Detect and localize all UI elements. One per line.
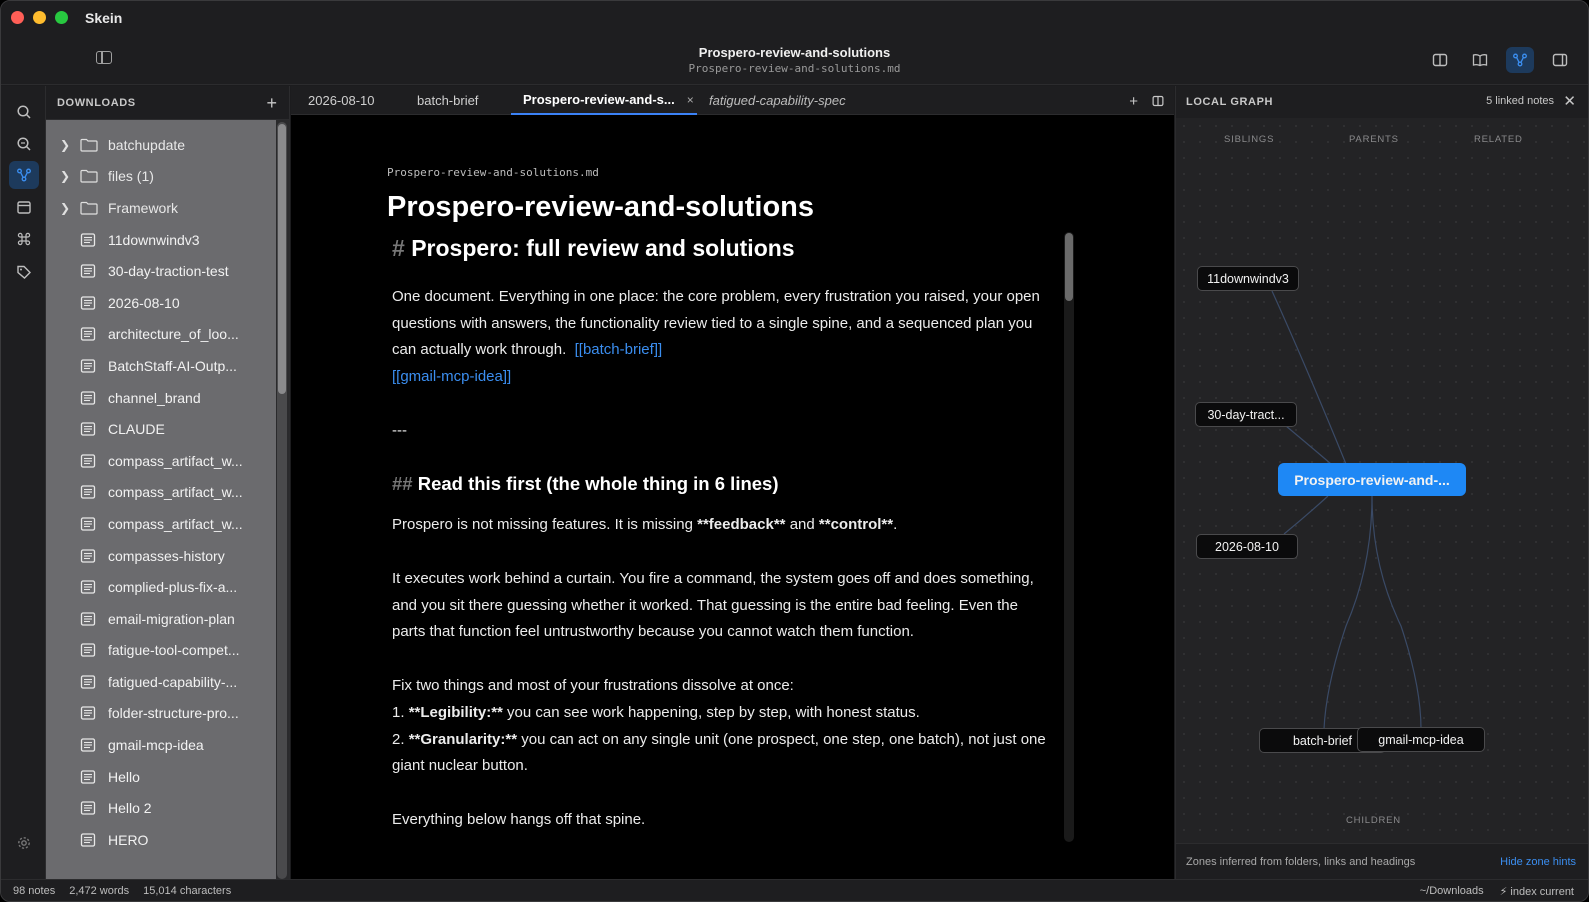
heading-1-text: Prospero: full review and solutions xyxy=(411,235,795,261)
hide-zone-hints-link[interactable]: Hide zone hints xyxy=(1500,855,1576,868)
file-sidebar xyxy=(46,86,290,879)
status-word-count: 2,472 words xyxy=(69,885,130,897)
editor-pane[interactable] xyxy=(291,115,1174,879)
gear-icon xyxy=(16,835,32,851)
new-note-button[interactable]: + xyxy=(266,92,277,113)
window-controls xyxy=(11,11,68,24)
editor-scrollbar-thumb[interactable] xyxy=(1065,233,1073,301)
note-icon xyxy=(80,327,96,341)
file-label: complied-plus-fix-a... xyxy=(108,579,238,596)
chevron-right-icon[interactable]: ❯ xyxy=(59,200,71,215)
status-char-count: 15,014 characters xyxy=(143,885,232,897)
file-row[interactable] xyxy=(46,382,276,414)
graph-icon xyxy=(16,167,32,183)
file-label: fatigued-capability-... xyxy=(108,673,238,690)
tag-icon xyxy=(16,264,32,280)
tab-label: 2026-08-10 xyxy=(308,93,375,108)
graph-edge xyxy=(1284,496,1328,534)
zone-hint-text: Zones inferred from folders, links and headings xyxy=(1186,855,1416,868)
editor-title[interactable]: Prospero-review-and-solutions xyxy=(387,191,815,223)
zone-parents: PARENTS xyxy=(1349,134,1399,145)
note-icon xyxy=(80,675,96,689)
file-label: CLAUDE xyxy=(108,421,165,438)
graph-edge xyxy=(1286,426,1331,464)
folder-icon xyxy=(80,169,98,183)
book-icon xyxy=(1472,52,1488,68)
file-row[interactable] xyxy=(46,540,276,572)
title-bar xyxy=(1,1,1588,85)
file-label: HERO xyxy=(108,831,149,848)
sidebar-title: DOWNLOADS xyxy=(57,96,136,109)
file-label: 2026-08-10 xyxy=(108,294,180,311)
zoom-window-button[interactable] xyxy=(55,11,68,24)
graph-edge xyxy=(1372,496,1421,729)
tab-label: fatigued-capability-spec xyxy=(709,93,846,108)
note-icon xyxy=(80,233,96,247)
file-label: fatigue-tool-compet... xyxy=(108,642,240,659)
editor-scrollbar-track[interactable] xyxy=(1064,232,1074,842)
graph-footer xyxy=(1176,843,1589,879)
note-icon xyxy=(80,264,96,278)
tab-label: batch-brief xyxy=(417,93,479,108)
wikilink-batch-brief[interactable]: [[batch-brief]] xyxy=(574,341,663,359)
bold-text: **Granularity:** xyxy=(408,730,518,748)
status-bar xyxy=(1,879,1588,902)
note-icon xyxy=(80,485,96,499)
command-palette-button[interactable] xyxy=(9,225,39,253)
split-pane-button[interactable] xyxy=(1152,93,1164,111)
list-number: 1. xyxy=(392,703,405,721)
note-icon xyxy=(80,517,96,531)
tab-prospero-review[interactable] xyxy=(511,86,697,115)
bold-text: **feedback** xyxy=(697,516,786,534)
paragraph-text: Prospero is not missing features. It is missing xyxy=(392,516,693,534)
graph-node-11downwindv3[interactable]: 11downwindv3 xyxy=(1197,266,1299,291)
window-doc-filename: Prospero-review-and-solutions.md xyxy=(688,62,901,75)
split-pane-icon xyxy=(1152,95,1164,107)
command-icon xyxy=(16,231,32,247)
toolbar-right xyxy=(1426,47,1574,73)
search-icon xyxy=(16,104,32,120)
note-icon xyxy=(80,391,96,405)
paragraph: Everything below hangs off that spine. xyxy=(392,810,646,828)
graph-title: LOCAL GRAPH xyxy=(1186,96,1274,108)
file-row[interactable] xyxy=(46,635,276,667)
sidebar-scrollbar-thumb[interactable] xyxy=(278,124,286,394)
icon-rail xyxy=(1,86,46,879)
paragraph xyxy=(392,512,1052,539)
tab-actions xyxy=(1129,93,1164,111)
heading-mark: ## xyxy=(392,473,413,495)
note-icon xyxy=(80,549,96,563)
file-label: channel_brand xyxy=(108,389,201,406)
graph-view-button[interactable] xyxy=(1506,47,1534,73)
folder-label: batchupdate xyxy=(108,136,186,153)
bold-text: **Legibility:** xyxy=(408,703,503,721)
file-label: architecture_of_loo... xyxy=(108,326,239,343)
file-row[interactable] xyxy=(46,603,276,635)
file-label: email-migration-plan xyxy=(108,610,235,627)
app-name: Skein xyxy=(85,10,123,26)
paragraph-text: One document. Everything in one place: the core problem, every frustration you raised, your open questions with answers, the functionality review tied to a single spine, and a sequenced plan you can actually work through. xyxy=(392,287,1040,359)
graph-icon xyxy=(1512,52,1528,68)
note-icon xyxy=(80,801,96,815)
file-row[interactable] xyxy=(46,319,276,351)
local-graph-panel xyxy=(1175,86,1589,879)
note-icon xyxy=(80,738,96,752)
file-row[interactable] xyxy=(46,224,276,256)
calendar-button[interactable] xyxy=(9,193,39,221)
minimize-window-button[interactable] xyxy=(33,11,46,24)
status-notes-count: 98 notes xyxy=(13,885,56,897)
file-row[interactable] xyxy=(46,792,276,824)
folder-label: files (1) xyxy=(108,168,154,185)
file-row[interactable] xyxy=(46,761,276,793)
chevron-right-icon[interactable]: ❯ xyxy=(59,169,71,184)
status-index: ⚡ index current xyxy=(1499,886,1574,898)
file-label: BatchStaff-AI-Outp... xyxy=(108,357,237,374)
tab-batch-brief[interactable] xyxy=(417,86,478,115)
file-label: compasses-history xyxy=(108,547,225,564)
graph-node-2026-08-10[interactable]: 2026-08-10 xyxy=(1196,534,1298,559)
editor-content[interactable] xyxy=(392,235,1052,847)
file-label: 11downwindv3 xyxy=(108,231,200,248)
folder-row[interactable] xyxy=(46,161,276,193)
file-row[interactable] xyxy=(46,255,276,287)
note-icon xyxy=(80,454,96,468)
graph-node-batch-brief[interactable]: batch-brief xyxy=(1259,728,1386,753)
graph-node-gmail-mcp-idea[interactable]: gmail-mcp-idea xyxy=(1357,727,1485,752)
heading-2-text: Read this first (the whole thing in 6 lines) xyxy=(417,473,779,495)
file-row[interactable] xyxy=(46,571,276,603)
file-label: Hello xyxy=(108,768,140,785)
zone-siblings: SIBLINGS xyxy=(1224,134,1275,145)
window-doc-title: Prospero-review-and-solutions xyxy=(698,45,891,60)
tab-fatigued-capability-spec[interactable] xyxy=(709,86,846,115)
status-vault-path[interactable]: ~/Downloads xyxy=(1419,885,1484,897)
horizontal-rule-text: --- xyxy=(392,421,407,439)
paragraph xyxy=(392,284,1052,391)
file-row[interactable] xyxy=(46,666,276,698)
wikilink-gmail-mcp-idea[interactable]: [[gmail-mcp-idea]] xyxy=(392,368,512,386)
right-panel-toggle-button[interactable] xyxy=(1546,47,1574,73)
note-icon xyxy=(80,643,96,657)
new-tab-button[interactable]: + xyxy=(1129,93,1138,110)
graph-edge xyxy=(1272,291,1346,464)
tab-label: Prospero-review-and-s... xyxy=(523,92,675,107)
file-row[interactable] xyxy=(46,824,276,856)
file-label: Hello 2 xyxy=(108,800,152,817)
heading-1 xyxy=(392,235,1052,262)
file-row[interactable] xyxy=(46,508,276,540)
list-item-text: you can act on any single unit (one prospect, one step, one batch), not just one giant nuclear button. xyxy=(392,730,1046,775)
reading-mode-button[interactable] xyxy=(1466,47,1494,73)
list-number: 2. xyxy=(392,730,405,748)
linked-notes-count: 5 linked notes xyxy=(1486,95,1554,107)
file-list xyxy=(46,120,276,879)
close-window-button[interactable] xyxy=(11,11,24,24)
file-row[interactable] xyxy=(46,698,276,730)
note-icon xyxy=(80,422,96,436)
note-icon xyxy=(80,580,96,594)
list-item-text: you can see work happening, step by step, with honest status. xyxy=(507,703,920,721)
zone-related: RELATED xyxy=(1474,134,1523,145)
sidebar-header xyxy=(46,86,289,120)
note-icon xyxy=(80,612,96,626)
file-label: folder-structure-pro... xyxy=(108,705,239,722)
folder-icon xyxy=(80,201,98,215)
file-row[interactable] xyxy=(46,350,276,382)
file-row[interactable] xyxy=(46,287,276,319)
split-view-button[interactable] xyxy=(1426,47,1454,73)
search-button[interactable] xyxy=(9,98,39,126)
file-label: compass_artifact_w... xyxy=(108,484,243,501)
settings-button[interactable] xyxy=(9,829,39,857)
note-icon xyxy=(80,770,96,784)
paragraph-text: Fix two things and most of your frustrations dissolve at once: xyxy=(392,676,794,694)
note-icon xyxy=(80,706,96,720)
graph-node-current[interactable]: Prospero-review-and-... xyxy=(1278,463,1466,496)
graph-node-30-day-traction[interactable]: 30-day-tract... xyxy=(1195,402,1297,427)
file-label: gmail-mcp-idea xyxy=(108,737,204,754)
tab-2026-08-10[interactable] xyxy=(308,86,375,115)
folder-row[interactable] xyxy=(46,192,276,224)
paragraph-text: . xyxy=(893,516,898,534)
calendar-icon xyxy=(16,199,32,215)
file-label: compass_artifact_w... xyxy=(108,452,243,469)
note-icon xyxy=(80,296,96,310)
heading-2 xyxy=(392,471,1052,498)
file-row[interactable] xyxy=(46,477,276,509)
file-label: compass_artifact_w... xyxy=(108,515,243,532)
zoom-search-button[interactable] xyxy=(9,130,39,158)
folder-label: Framework xyxy=(108,199,179,216)
file-row[interactable] xyxy=(46,729,276,761)
file-row[interactable] xyxy=(46,413,276,445)
folder-icon xyxy=(80,138,98,152)
bold-text: **control** xyxy=(818,516,894,534)
right-panel-icon xyxy=(1552,52,1568,68)
file-label: 30-day-traction-test xyxy=(108,263,229,280)
note-icon xyxy=(80,833,96,847)
editor-filename: Prospero-review-and-solutions.md xyxy=(387,166,599,179)
chevron-right-icon[interactable]: ❯ xyxy=(59,137,71,152)
graph-rail-button[interactable] xyxy=(9,161,39,189)
tab-bar xyxy=(291,86,1174,115)
zone-children: CHILDREN xyxy=(1346,815,1401,826)
paragraph xyxy=(392,673,1052,780)
paragraph-text: and xyxy=(789,516,815,534)
split-view-icon xyxy=(1432,52,1448,68)
folder-row[interactable] xyxy=(46,129,276,161)
tags-button[interactable] xyxy=(9,258,39,286)
note-icon xyxy=(80,359,96,373)
file-row[interactable] xyxy=(46,445,276,477)
paragraph: It executes work behind a curtain. You fire a command, the system goes off and does something, and you sit there guessing whether it worked. That guessing is the entire bad feeling. Even the parts that function feel untrustworthy because you cannot watch them function. xyxy=(392,569,1034,641)
zoom-in-icon xyxy=(16,136,32,152)
graph-edge xyxy=(1324,496,1372,729)
heading-mark: # xyxy=(392,235,405,261)
close-graph-button[interactable]: ✕ xyxy=(1563,93,1576,110)
tab-close-icon[interactable]: × xyxy=(686,92,694,107)
